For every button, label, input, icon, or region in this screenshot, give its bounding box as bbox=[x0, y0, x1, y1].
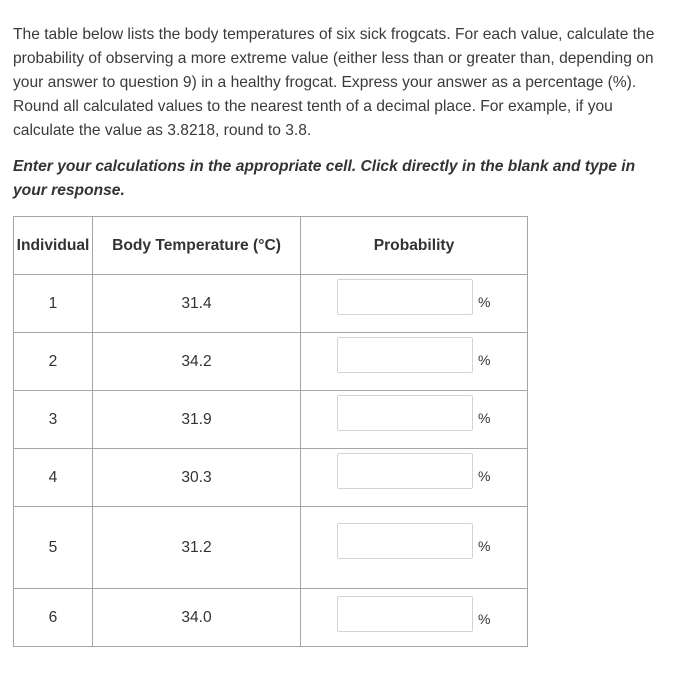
temperature-cell: 34.0 bbox=[93, 589, 301, 647]
probability-cell bbox=[301, 333, 528, 391]
individual-cell: 5 bbox=[14, 507, 93, 589]
table-row bbox=[14, 507, 528, 589]
percent-unit: % bbox=[478, 294, 491, 310]
probability-input-1[interactable] bbox=[337, 279, 473, 315]
temperature-table bbox=[13, 216, 528, 647]
individual-cell: 1 bbox=[14, 275, 93, 333]
temperature-cell: 31.9 bbox=[93, 391, 301, 449]
percent-unit: % bbox=[478, 468, 491, 484]
individual-cell: 4 bbox=[14, 449, 93, 507]
header-probability: Probability bbox=[301, 217, 528, 275]
table-row bbox=[14, 391, 528, 449]
probability-cell bbox=[301, 391, 528, 449]
percent-unit: % bbox=[478, 410, 491, 426]
probability-cell bbox=[301, 275, 528, 333]
temperature-cell: 31.2 bbox=[93, 507, 301, 589]
percent-unit: % bbox=[478, 611, 491, 627]
probability-cell bbox=[301, 589, 528, 647]
table-header-row bbox=[14, 217, 528, 275]
table-row bbox=[14, 589, 528, 647]
individual-cell: 6 bbox=[14, 589, 93, 647]
table-row bbox=[14, 449, 528, 507]
percent-unit: % bbox=[478, 352, 491, 368]
temperature-cell: 34.2 bbox=[93, 333, 301, 391]
probability-input-4[interactable] bbox=[337, 453, 473, 489]
temperature-cell: 31.4 bbox=[93, 275, 301, 333]
probability-input-6[interactable] bbox=[337, 596, 473, 632]
probability-cell bbox=[301, 449, 528, 507]
probability-input-2[interactable] bbox=[337, 337, 473, 373]
probability-input-5[interactable] bbox=[337, 523, 473, 559]
table-row bbox=[14, 333, 528, 391]
individual-cell: 3 bbox=[14, 391, 93, 449]
probability-cell bbox=[301, 507, 528, 589]
individual-cell: 2 bbox=[14, 333, 93, 391]
header-body-temperature: Body Temperature (°C) bbox=[93, 217, 301, 275]
instruction-text: Enter your calculations in the appropriate cell. Click directly in the blank and type in your response. bbox=[13, 158, 636, 199]
intro-paragraph: The table below lists the body temperatures of six sick frogcats. For each value, calculate the probability of observing a more extreme value (either less than or greater than, depending on your answer to question 9) in a healthy frogcat. Express your answer as a percentage (%). Round all calculated values to the nearest tenth of a decimal place. For example, if you calculate the value as 3.8218, round to 3.8. bbox=[13, 26, 655, 139]
probability-input-3[interactable] bbox=[337, 395, 473, 431]
percent-unit: % bbox=[478, 538, 491, 554]
header-individual: Individual bbox=[14, 217, 93, 275]
table-row bbox=[14, 275, 528, 333]
temperature-cell: 30.3 bbox=[93, 449, 301, 507]
